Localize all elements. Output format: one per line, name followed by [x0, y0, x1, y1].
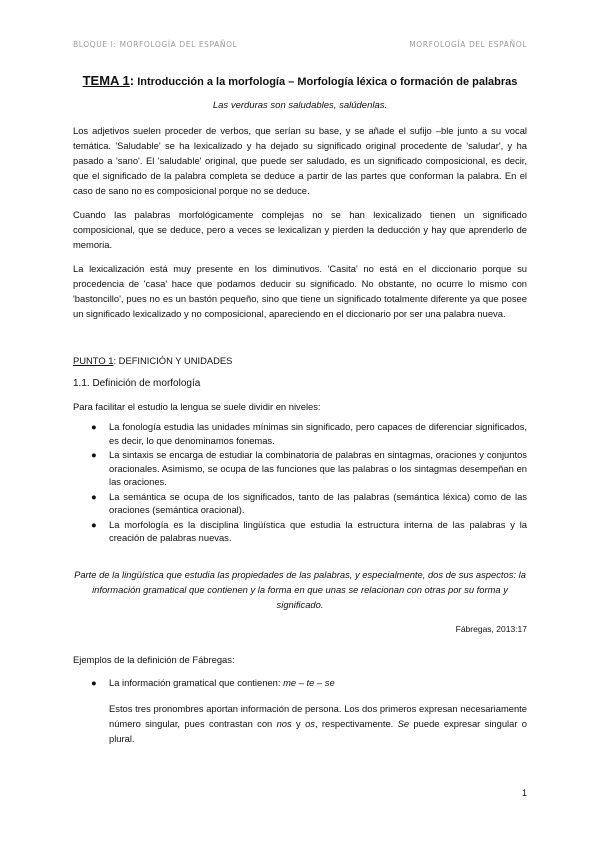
example-text-a: Estos tres pronombres aportan información de persona. Los dos primeros expresan necesariamente número singular, pues contrastan con: [109, 703, 527, 729]
title-text: Introducción a la morfología – Morfología léxica o formación de palabras: [134, 76, 518, 88]
example-forms: me – te – se: [283, 676, 335, 688]
list-item: [73, 420, 527, 447]
example-nos: nos: [276, 718, 292, 729]
levels-list: [73, 420, 527, 545]
section-title: : DEFINICIÓN Y UNIDADES: [113, 355, 233, 366]
list-item: [73, 518, 527, 545]
list-item-text: La sintaxis se encarga de estudiar la combinatoria de palabras en sintagmas, oraciones y conjuntos oracionales. Asimismo, se ocupa de las funciones que las palabras o los sintagmas desempeñan en las oraciones.: [109, 449, 527, 487]
example-text-c: , respectivamente.: [314, 718, 398, 729]
bullet-icon: ●: [91, 421, 97, 432]
paragraph-1: Los adjetivos suelen proceder de verbos, que serían su base, y se añade el sufijo –ble junto a su vocal temática. 'Saludable' se ha lexicalizado y ha dejado su significado original procedente de 'saludar', y ha pasado a 'sano'. El 'saludable' original, que puede ser saludado, es un significado composicional, es decir, que el significado de la palabra completa se deduce a partir de las partes que conforman la palabra. En el caso de sano no es composicional porque no se deduce.: [73, 125, 527, 196]
list-item-text: La semántica se ocupa de los significados, tanto de las palabras (semántica léxica) como de las oraciones (semántica oracional).: [109, 490, 527, 515]
bullet-icon: ●: [91, 490, 97, 502]
list-item: [73, 448, 527, 489]
list-item-text: La morfología es la disciplina lingüística que estudia la estructura interna de las palabras y la creación de palabras nuevas.: [109, 518, 527, 543]
paragraph-2: Cuando las palabras morfológicamente complejas no se han lexicalizado tienen un significado composicional, que se deduce, pero a veces se lexicalizan y pierden la deducción y hay que aprenderlo de memoria.: [73, 209, 527, 250]
running-header-left: BLOQUE I: MORFOLOGÍA DEL ESPAÑOL: [73, 40, 238, 49]
bullet-icon: ●: [91, 518, 97, 530]
list-item-text: La fonología estudia las unidades mínimas sin significado, pero capaces de diferenciar significados, es decir, lo que denominamos fonemas.: [109, 421, 527, 446]
list-item: [73, 676, 527, 690]
section-label: PUNTO 1: [73, 355, 114, 366]
section-heading: [73, 355, 527, 366]
example-text-b: y: [291, 718, 306, 729]
definition-quote: Parte de la lingüística que estudia las propiedades de las palabras, y especialmente, dos de sus aspectos: la información gramatical que contienen y la forma en que unas se relacionan con otras por su forma y significado.: [74, 568, 526, 610]
example-label: La información gramatical que contienen:: [109, 676, 284, 688]
page-content: [73, 73, 527, 746]
citation: Fábregas, 2013:17: [455, 623, 527, 634]
examples-list: [73, 676, 527, 690]
running-header-right: MORFOLOGÍA DEL ESPAÑOL: [409, 40, 527, 49]
paragraph-3: La lexicalización está muy presente en los diminutivos. 'Casita' no está en el diccionario porque su procedencia de 'casa' hace que podamos deducir su significado. No obstante, no ocurre lo mismo con 'bastoncillo', pues no es un bastón pequeño, sino que tiene un significado totalmente diferente ya que posee un significado lexicalizado y no composicional, apareciendo en el diccionario por ser una palabra nueva.: [73, 263, 527, 319]
example-explanation: [73, 701, 527, 746]
tema-label: TEMA 1: [82, 73, 130, 88]
epigraph: Las verduras son saludables, salúdenlas.: [212, 100, 388, 111]
examples-intro: Ejemplos de la definición de Fábregas:: [73, 653, 235, 665]
example-se: Se: [397, 718, 410, 729]
example-os: os: [305, 718, 315, 729]
bullet-icon: ●: [91, 449, 97, 460]
page-number: 1: [521, 788, 527, 798]
bullet-icon: ●: [91, 676, 97, 688]
page-title: [73, 73, 527, 88]
subsection-heading: 1.1. Definición de morfología: [73, 378, 201, 389]
levels-intro: Para facilitar el estudio la lengua se suele dividir en niveles:: [73, 401, 321, 412]
example-text-d: puede expresar singular o plural.: [109, 718, 528, 744]
tema-colon: :: [129, 73, 135, 88]
list-item: [73, 490, 527, 517]
